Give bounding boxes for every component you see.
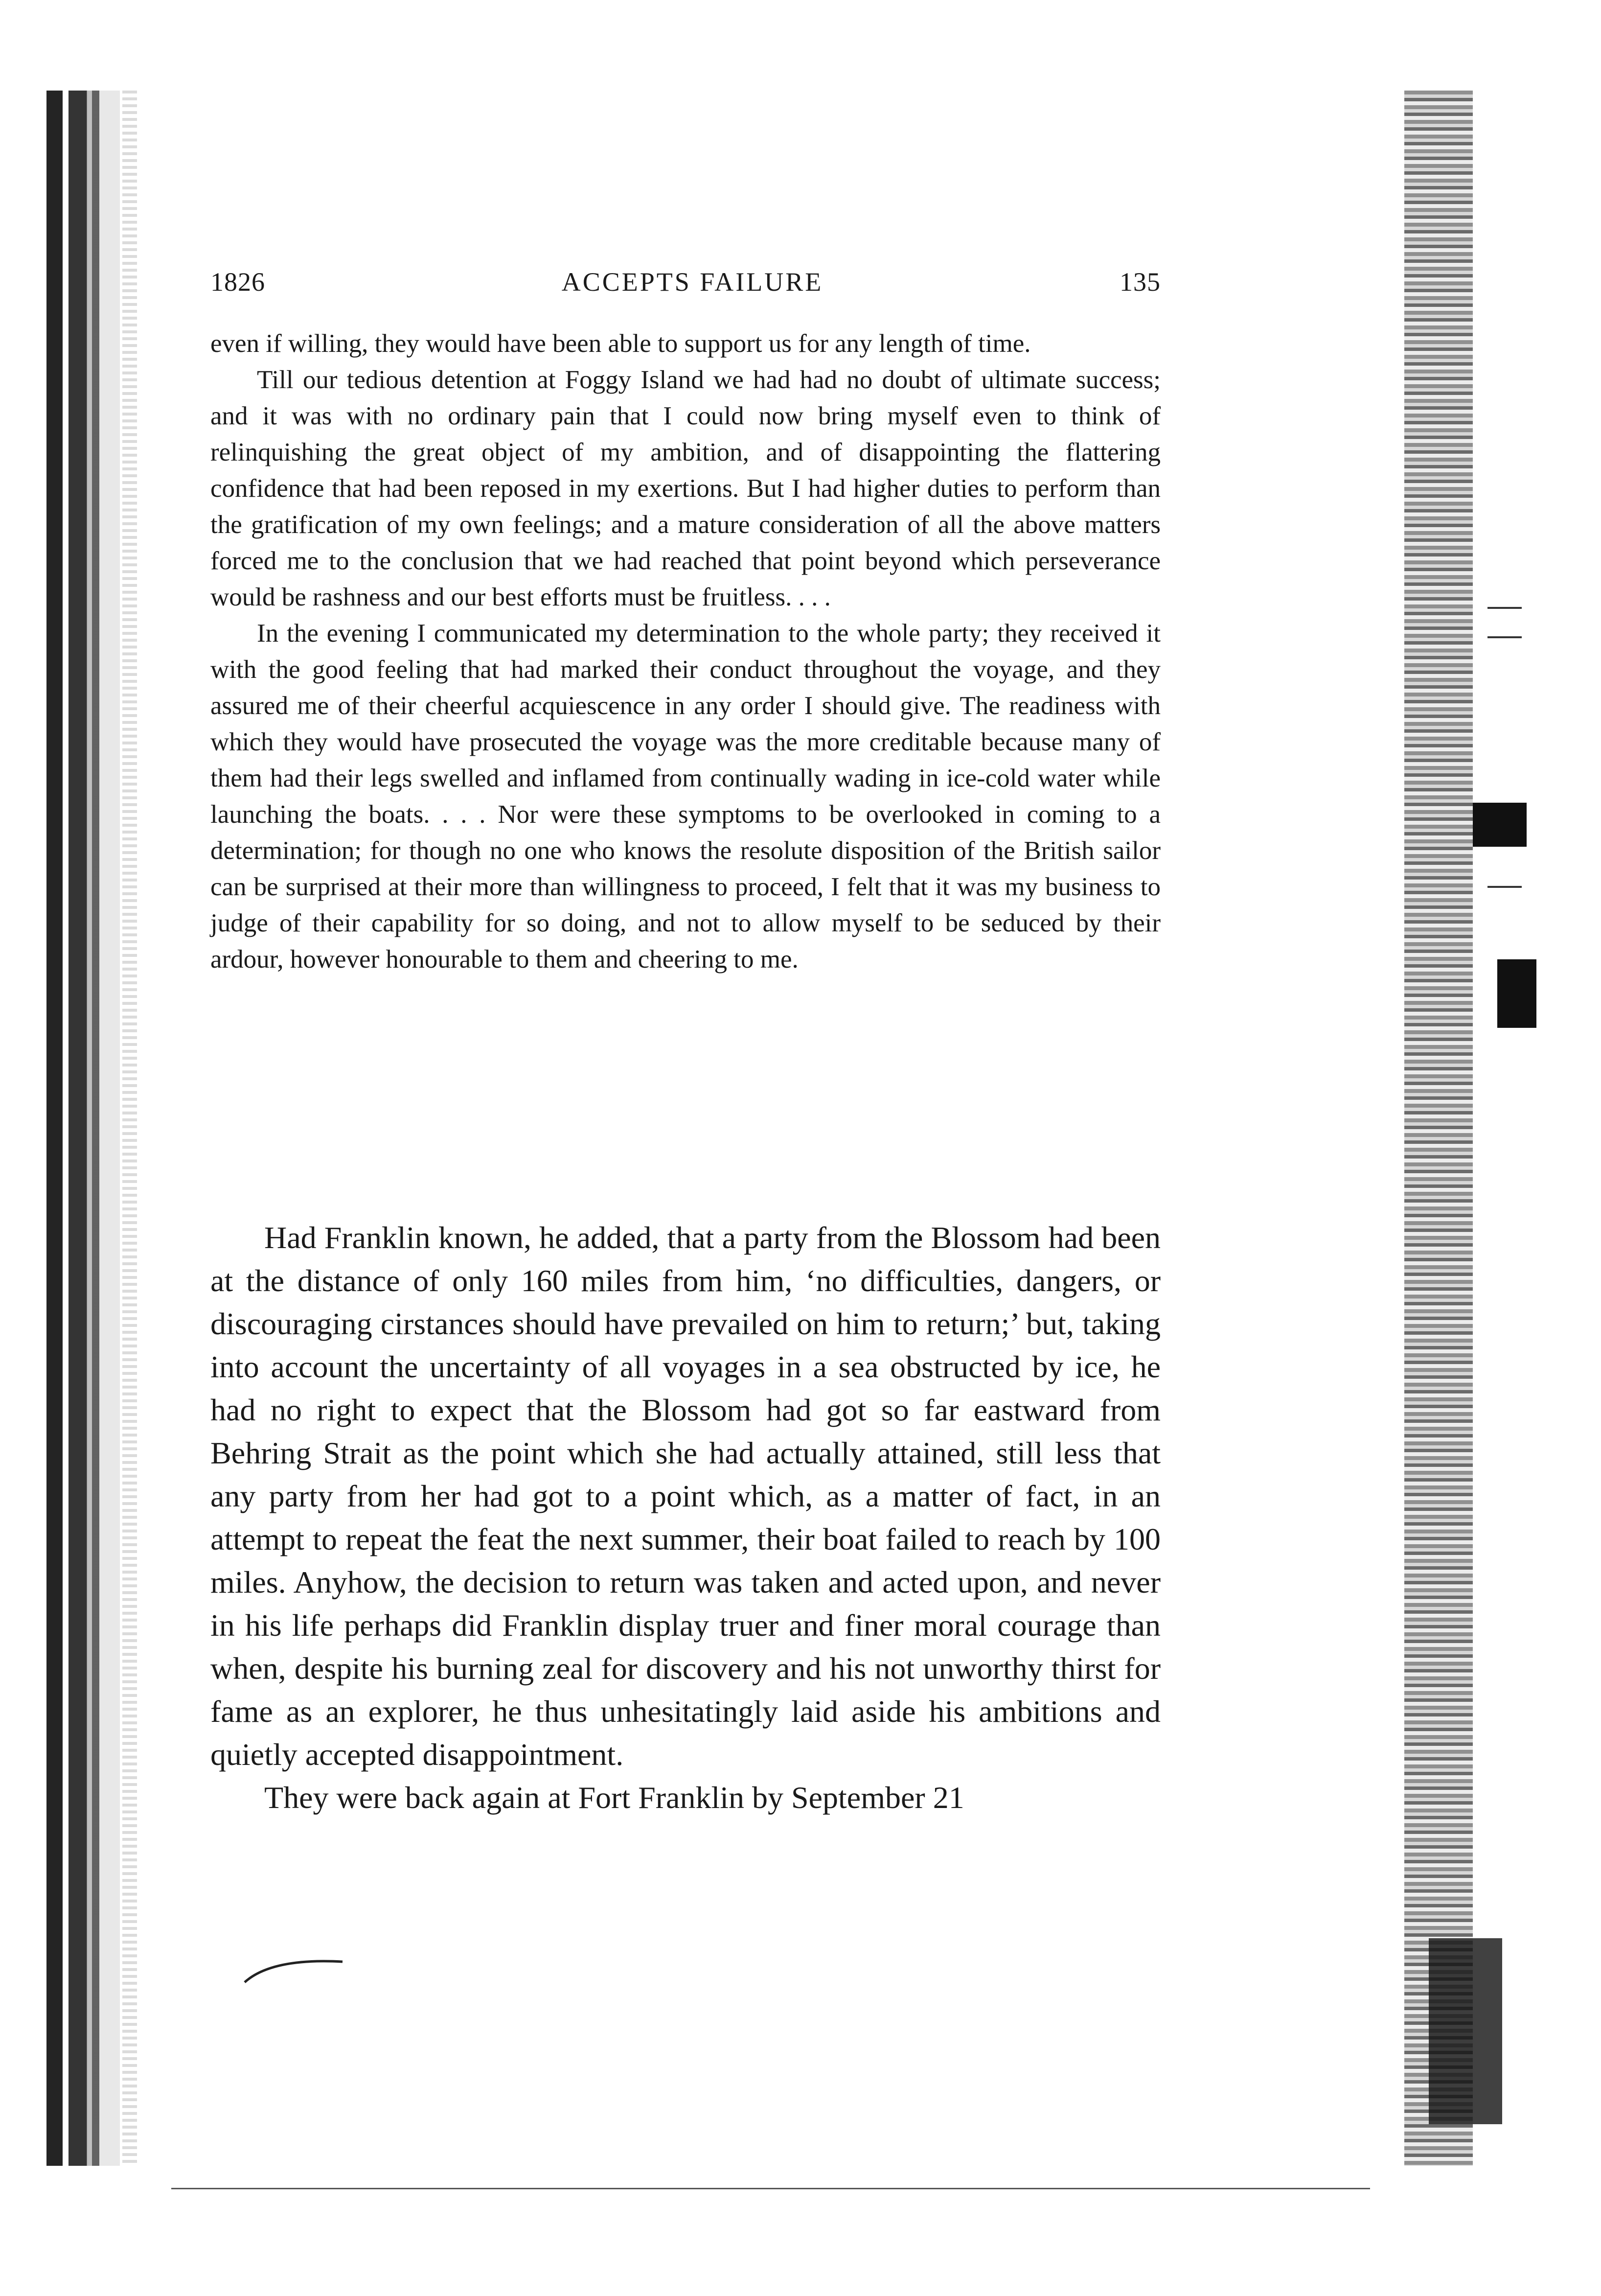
scan-page-edge-right xyxy=(1404,91,1473,2166)
scan-edge-tick xyxy=(1487,886,1522,888)
running-header xyxy=(210,267,1161,297)
quote-paragraph: even if willing, they would have been able to support us for any length of time. xyxy=(210,329,1031,358)
body-text xyxy=(210,1216,1161,1819)
scan-binding-edge-left xyxy=(46,91,120,2166)
header-title: ACCEPTS FAILURE xyxy=(561,267,823,297)
body-paragraph: Had Franklin known, he added, that a party from the Blossom had been at the distance of only 160 miles from him, ‘no difficulties, dangers, or discouraging cirstances should have prevailed on him to return;’ but, taking into account the uncertainty of all voyages in a sea obstructed by ice, he had no right to expect that the Blossom had got so far eastward from Behring Strait as the point which she had actually attained, still less that any party from her had got to a point which, as a matter of fact, in an attempt to repeat the feat the next summer, their boat failed to reach by 100 miles. Anyhow, the decision to return was taken and acted upon, and never in his life perhaps did Franklin display truer and finer moral courage than when, despite his burning zeal for discovery and his not unworthy thirst for fame as an explorer, he thus unhesitatingly laid aside his ambitions and quietly accepted disappointment. xyxy=(210,1220,1161,1772)
quoted-passage xyxy=(210,325,1161,977)
scan-dark-mark xyxy=(1497,959,1536,1028)
quote-paragraph: Till our tedious detention at Foggy Island we had had no doubt of ultimate success; and it was with no ordinary pain that I could now bring myself even to think of relinquishing the great object of my ambition, and of disappointing the flattering confidence that had been reposed in my exertions. But I had higher duties to perform than the gratification of my own feelings; and a mature consideration of all the above matters forced me to the conclusion that we had reached that point beyond which perseverance would be rashness and our best efforts must be fruitless. . . . xyxy=(210,366,1161,611)
body-paragraph: They were back again at Fort Franklin by September 21 xyxy=(264,1780,964,1815)
scan-edge-tick xyxy=(1487,607,1522,609)
scan-dark-mark xyxy=(1473,803,1527,847)
scan-noise-left xyxy=(122,91,137,2166)
scan-edge-tick xyxy=(1487,636,1522,638)
scan-bottom-edge xyxy=(171,2188,1370,2189)
header-year: 1826 xyxy=(210,267,265,297)
scan-dark-mark xyxy=(1429,1938,1502,2124)
page-number: 135 xyxy=(1120,267,1161,297)
quote-paragraph: In the evening I communicated my determination to the whole party; they received it with the good feeling that had marked their conduct throughout the voyage, and they assured me of their cheerful acquiescence in any order I should give. The readiness with which they would have prosecuted the voyage was the more creditable because many of them had their legs swelled and inflamed from continually wading in ice-cold water while launching the boats. . . . Nor were these symptoms to be overlooked in coming to a determination; for though no one who knows the resolute disposition of the British sailor can be surprised at their more than willingness to proceed, I felt that it was my business to judge of their capability for so doing, and not to allow myself to be seduced by their ardour, however honourable to them and cheering to me. xyxy=(210,619,1161,974)
pen-stroke-mark xyxy=(242,1953,345,1987)
